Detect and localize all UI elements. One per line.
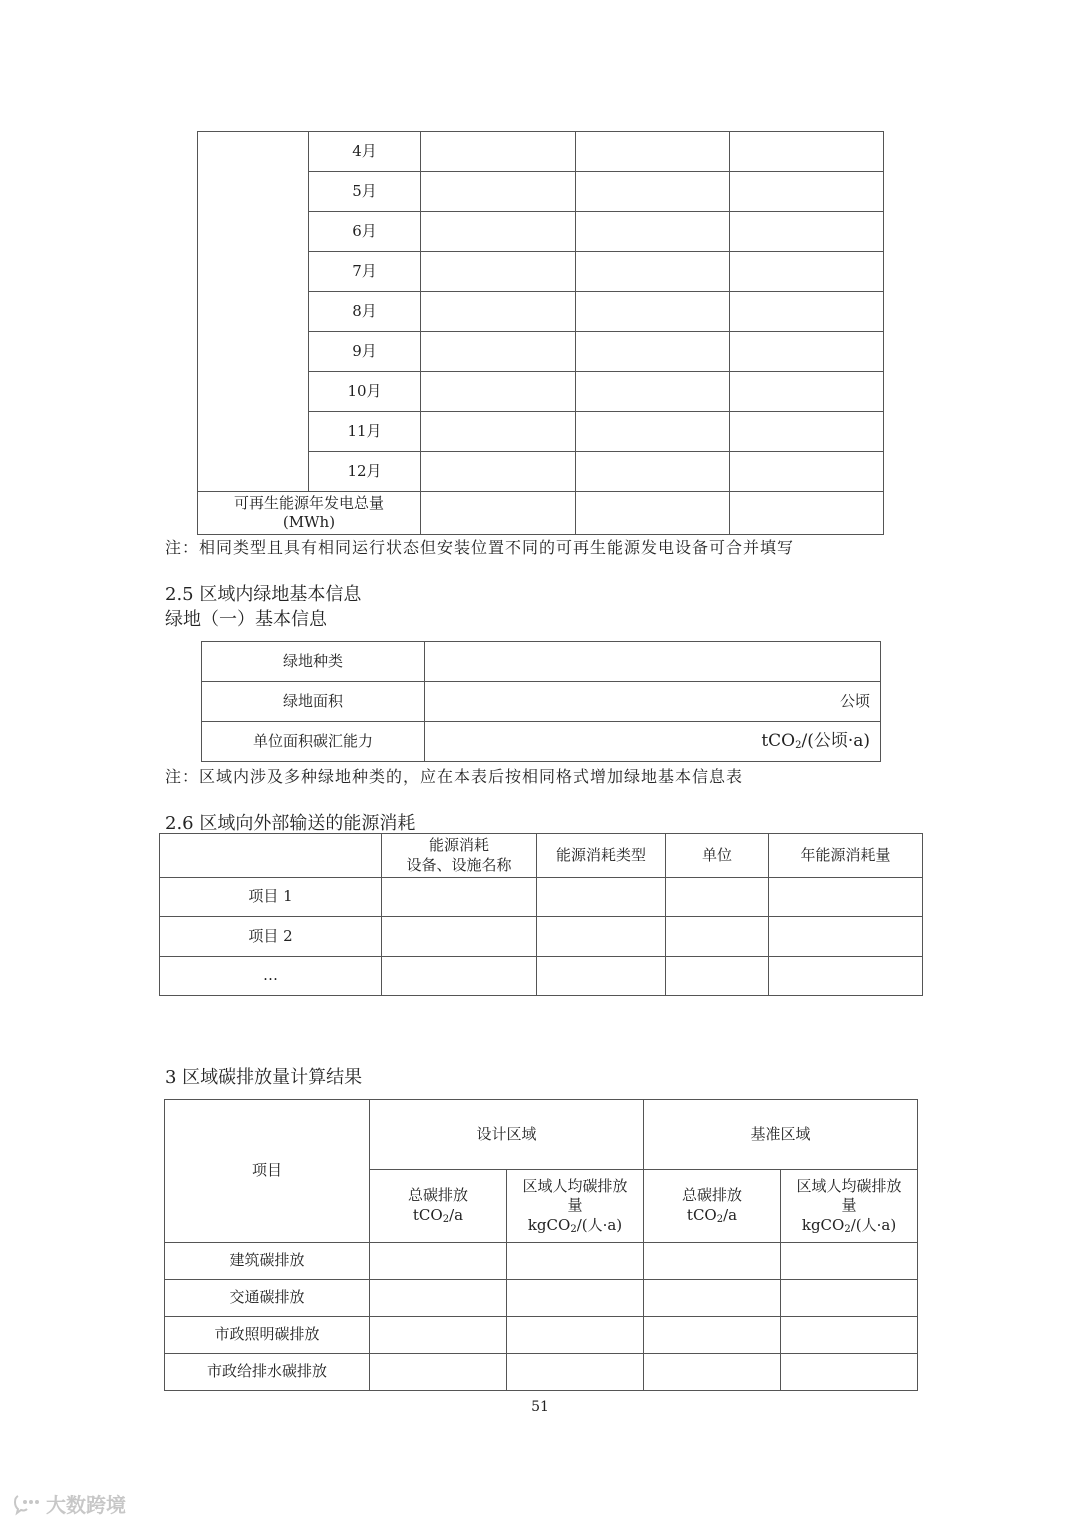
energy-type-header: 能源消耗类型	[537, 834, 666, 878]
design-per-capita-header: 区域人均碳排放 量 kgCO$_2$/(人·a)	[507, 1170, 644, 1243]
emission-row-label: 交通碳排放	[165, 1280, 370, 1317]
merged-category-cell	[198, 132, 309, 492]
chat-bubble-logo-icon	[12, 1492, 42, 1516]
baseline-per-capita-header: 区域人均碳排放 量 kgCO$_2$/(人·a)	[781, 1170, 918, 1243]
watermark: 大数跨境	[12, 1489, 126, 1518]
generation-table	[197, 131, 884, 535]
green-type-value	[425, 642, 881, 682]
design-total-header: 总碳排放 tCO$_2$/a	[370, 1170, 507, 1243]
month-cell: 9月	[309, 332, 421, 372]
equipment-header: 能源消耗 设备、设施名称	[382, 834, 537, 878]
month-cell: 5月	[309, 172, 421, 212]
generation-note: 注：相同类型且具有相同运行状态但安装位置不同的可再生能源发电设备可合并填写	[165, 538, 795, 557]
section-2-6-heading: 2.6 区域向外部输送的能源消耗	[165, 813, 416, 834]
section-2-5-subheading: 绿地（一）基本信息	[165, 609, 327, 630]
annual-energy-header: 年能源消耗量	[769, 834, 923, 878]
item-header: 项目	[165, 1100, 370, 1243]
month-cell: 11月	[309, 412, 421, 452]
design-area-header: 设计区域	[370, 1100, 644, 1170]
item-row-label: 项目 2	[160, 917, 382, 957]
item-row-label: …	[160, 957, 382, 996]
month-cell: 12月	[309, 452, 421, 492]
month-cell: 8月	[309, 292, 421, 332]
green-space-table	[201, 641, 881, 762]
green-area-label: 绿地面积	[202, 682, 425, 722]
section-2-5-heading: 2.5 区域内绿地基本信息	[165, 584, 362, 605]
item-row-label: 项目 1	[160, 878, 382, 917]
emission-row-label: 市政给排水碳排放	[165, 1354, 370, 1391]
carbon-result-table	[164, 1099, 918, 1391]
month-cell: 7月	[309, 252, 421, 292]
emission-row-label: 建筑碳排放	[165, 1243, 370, 1280]
unit-header: 单位	[666, 834, 769, 878]
month-cell: 4月	[309, 132, 421, 172]
green-type-label: 绿地种类	[202, 642, 425, 682]
month-cell: 10月	[309, 372, 421, 412]
energy-export-table	[159, 833, 923, 996]
green-area-unit: 公顷	[425, 682, 881, 722]
baseline-area-header: 基准区域	[644, 1100, 918, 1170]
green-space-note: 注：区域内涉及多种绿地种类的，应在本表后按相同格式增加绿地基本信息表	[165, 767, 744, 786]
page-number: 51	[531, 1399, 549, 1415]
carbon-sink-label: 单位面积碳汇能力	[202, 722, 425, 762]
section-3-heading: 3 区域碳排放量计算结果	[165, 1067, 363, 1088]
baseline-total-header: 总碳排放 tCO$_2$/a	[644, 1170, 781, 1243]
total-generation-label: 可再生能源年发电总量 (MWh)	[198, 492, 421, 535]
emission-row-label: 市政照明碳排放	[165, 1317, 370, 1354]
carbon-sink-unit: tCO$_2$/(公顷·a)	[425, 722, 881, 762]
month-cell: 6月	[309, 212, 421, 252]
